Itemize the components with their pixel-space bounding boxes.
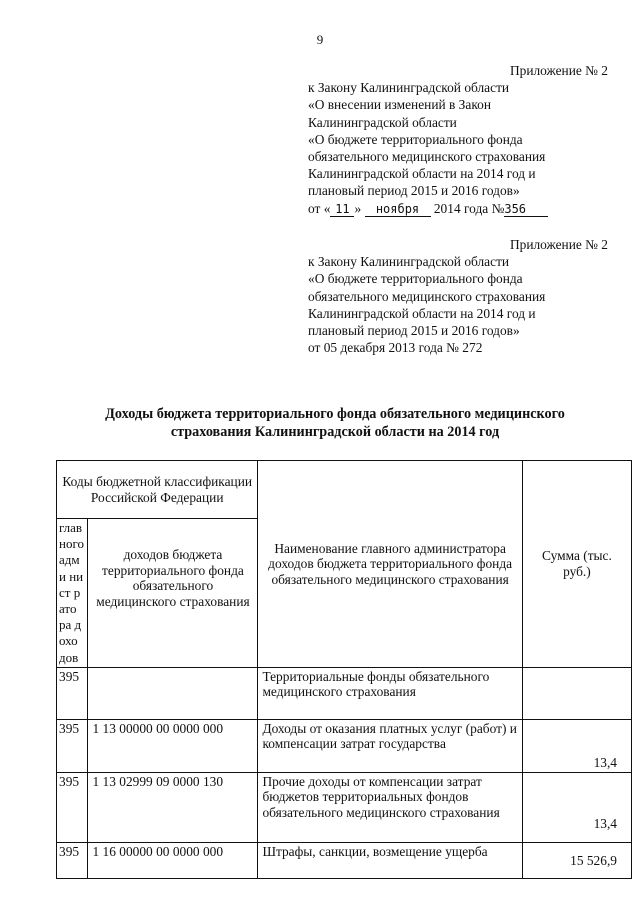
document-title: [60, 405, 610, 441]
number-prefix: №: [491, 200, 505, 216]
document-title-line: страхования Калининградской области на 2014 год: [170, 424, 500, 440]
cell-admin: 395: [57, 667, 88, 719]
header-income-code: доходов бюджета территориального фонда обязательного медицинского страхования: [88, 519, 258, 668]
header-sum: Сумма (тыс. руб.): [522, 461, 631, 668]
cell-code: [88, 667, 258, 719]
table-row: [57, 719, 632, 772]
appendix-line: плановый период 2015 и 2016 годов»: [308, 323, 520, 339]
date-month: ноября: [365, 202, 431, 217]
table-row: [57, 772, 632, 842]
appendix-line: Калининградской области: [308, 114, 457, 130]
appendix-original-block: [308, 236, 618, 356]
cell-sum: 13,4: [522, 772, 631, 842]
appendix-line: к Закону Калининградской области: [308, 254, 510, 270]
cell-code: 1 13 02999 09 0000 130: [88, 772, 258, 842]
table-row: [57, 667, 632, 719]
header-admin-name: Наименование главного администратора доходов бюджета территориального фонда обязательного медицинского страхования: [258, 461, 522, 668]
appendix-line: от 05 декабря 2013 года № 272: [308, 340, 483, 356]
date-close-quote: »: [354, 200, 362, 216]
revenue-table: [56, 460, 632, 879]
cell-sum: [522, 667, 631, 719]
cell-admin: 395: [57, 719, 88, 772]
date-day: 11: [330, 202, 354, 217]
cell-name: Доходы от оказания платных услуг (работ) и компенсации затрат государства: [258, 719, 522, 772]
date-open-quote: «: [323, 200, 331, 216]
cell-sum: 15 526,9: [522, 842, 631, 878]
cell-code: 1 13 00000 00 0000 000: [88, 719, 258, 772]
appendix-line: «О бюджете территориального фонда: [308, 271, 523, 287]
header-admin-code: глав ного адми нист рато ра дохо дов: [57, 519, 88, 668]
appendix-line: плановый период 2015 и 2016 годов»: [308, 183, 520, 199]
date-year: 2014 года: [433, 200, 489, 216]
cell-admin: 395: [57, 842, 88, 878]
table-row: [57, 842, 632, 878]
appendix-title: Приложение № 2: [509, 63, 608, 78]
cell-name: Штрафы, санкции, возмещение ущерба: [258, 842, 522, 878]
appendix-line: обязательного медицинского страхования: [308, 149, 546, 165]
cell-code: 1 16 00000 00 0000 000: [88, 842, 258, 878]
appendix-line: Калининградской области на 2014 год и: [308, 166, 536, 182]
appendix-line: «О внесении изменений в Закон: [308, 97, 492, 113]
appendix-amendment-block: [308, 62, 618, 217]
appendix-line: к Закону Калининградской области: [308, 80, 510, 96]
cell-name: Территориальные фонды обязательного медицинского страхования: [258, 667, 522, 719]
appendix-line: «О бюджете территориального фонда: [308, 131, 523, 147]
cell-name: Прочие доходы от компенсации затрат бюджетов территориальных фондов обязательного медицинского страхования: [258, 772, 522, 842]
document-title-line: Доходы бюджета территориального фонда обязательного медицинского: [105, 406, 565, 422]
header-codes: Коды бюджетной классификации Российской Федерации: [57, 461, 258, 519]
appendix-line: обязательного медицинского страхования: [308, 288, 546, 304]
page-number: 9: [316, 32, 324, 47]
appendix-date-line: [308, 200, 618, 217]
cell-sum: 13,4: [522, 719, 631, 772]
cell-admin: 395: [57, 772, 88, 842]
document-number: 356: [504, 202, 548, 217]
appendix-line: Калининградской области на 2014 год и: [308, 305, 536, 321]
appendix-title: Приложение № 2: [509, 237, 608, 252]
date-prefix: от: [308, 200, 321, 216]
